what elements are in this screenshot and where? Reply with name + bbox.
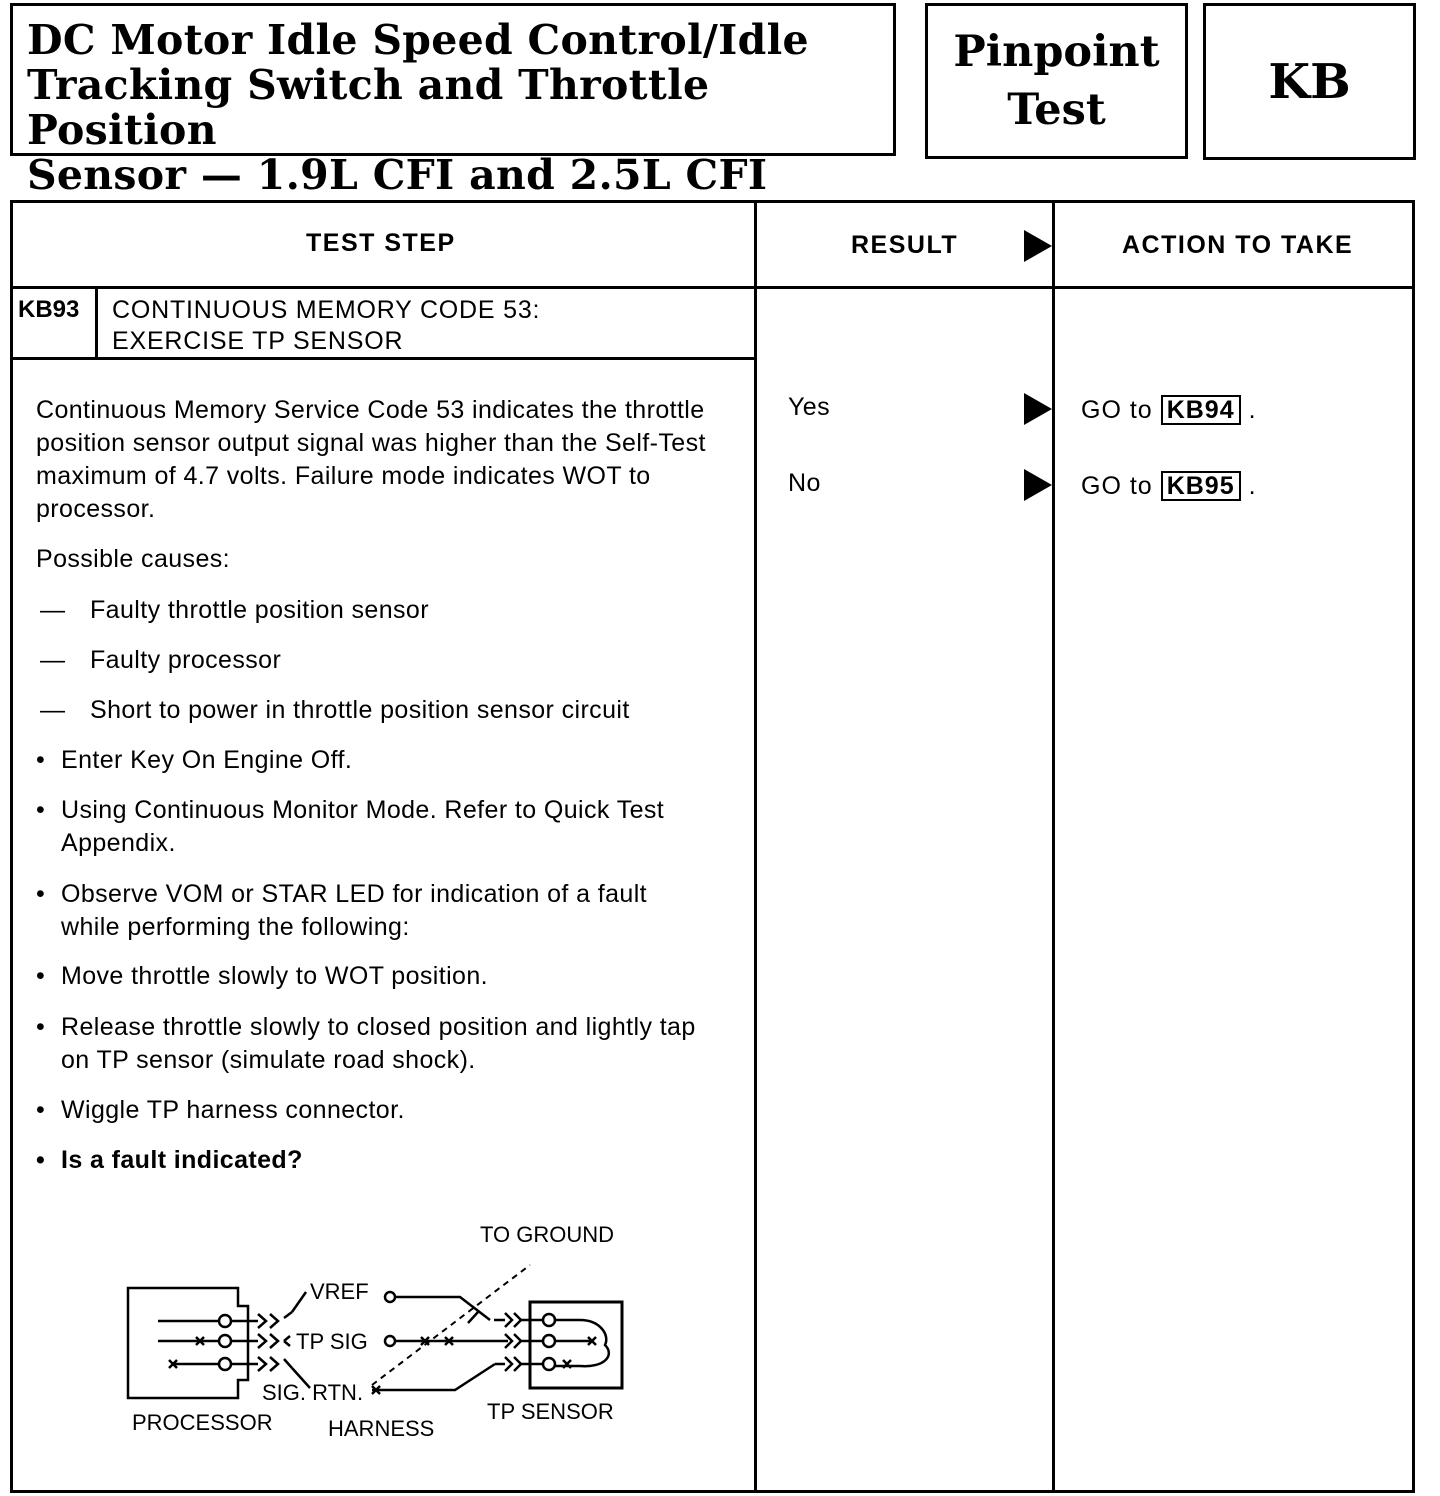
bullet-mark: • <box>36 962 46 990</box>
action-no: GO to KB95 . <box>1081 472 1257 500</box>
test-code-box <box>1203 3 1416 160</box>
instruction-item: • Release throttle slowly to closed position and lightly tap on TP sensor (simulate road shock). <box>36 1013 696 1074</box>
instruction-item: • Wiggle TP harness connector. <box>36 1094 726 1127</box>
step-title <box>112 295 540 357</box>
title-line-3: Sensor — 1.9L CFI and 2.5L CFI <box>27 151 768 199</box>
bullet-mark: • <box>36 746 46 774</box>
column-header-test-step: TEST STEP <box>306 229 456 257</box>
test-label: Test <box>1007 85 1106 135</box>
question-item: • Is a fault indicated? <box>36 1144 726 1177</box>
column-header-action: ACTION TO TAKE <box>1122 231 1354 259</box>
action-yes: GO to KB94 . <box>1081 396 1257 424</box>
bullet-mark: • <box>36 796 46 824</box>
pinpoint-label: Pinpoint <box>953 27 1160 77</box>
test-code: KB <box>1268 53 1351 110</box>
label-sig-rtn: SIG. RTN. <box>262 1380 364 1405</box>
instruction-item: • Observe VOM or STAR LED for indication of a fault while performing the following: <box>36 880 648 941</box>
step-title-line-2: EXERCISE TP SENSOR <box>112 327 404 355</box>
step-ref-kb95[interactable]: KB95 <box>1161 471 1241 501</box>
instruction-item: • Using Continuous Monitor Mode. Refer to Quick Test Appendix. <box>36 796 665 857</box>
dash-mark: — <box>40 646 66 674</box>
bullet-mark: • <box>36 1096 46 1124</box>
label-vref: VREF <box>310 1279 369 1304</box>
header-row-divider <box>10 286 1415 289</box>
result-no-arrow-icon <box>1024 469 1052 501</box>
label-tp-sensor: TP SENSOR <box>487 1399 614 1424</box>
bullet-mark: • <box>36 1146 46 1174</box>
step-ref-kb94[interactable]: KB94 <box>1161 395 1241 425</box>
step-title-line-1: CONTINUOUS MEMORY CODE 53: <box>112 296 541 324</box>
cause-item: — Faulty processor <box>40 644 281 677</box>
label-to-ground: TO GROUND <box>480 1222 615 1247</box>
title-box <box>10 3 896 199</box>
column-header-result: RESULT <box>851 231 959 259</box>
header-arrow-icon <box>1024 230 1052 262</box>
result-no: No <box>788 469 821 497</box>
step-title-divider <box>10 357 756 360</box>
instruction-item: • Move throttle slowly to WOT position. <box>36 960 726 993</box>
possible-causes-label: Possible causes: <box>36 545 230 573</box>
page-title <box>27 18 893 198</box>
bullet-mark: • <box>36 1013 46 1041</box>
label-harness: HARNESS <box>328 1416 435 1441</box>
step-id-divider <box>95 286 98 359</box>
pinpoint-test-box <box>925 3 1188 159</box>
dash-mark: — <box>40 596 66 624</box>
instruction-item: • Enter Key On Engine Off. <box>36 744 726 777</box>
cause-item: — Short to power in throttle position sensor circuit <box>40 694 630 727</box>
title-line-1: DC Motor Idle Speed Control/Idle <box>27 16 809 64</box>
bullet-mark: • <box>36 880 46 908</box>
divider-result-action <box>1052 200 1055 1493</box>
divider-test-result <box>754 200 757 1493</box>
dash-mark: — <box>40 696 66 724</box>
cause-item: — Faulty throttle position sensor <box>40 594 429 627</box>
step-intro: Continuous Memory Service Code 53 indicates the throttle position sensor output signal was higher than the Self-Test maximum of 4.7 volts. Failure mode indicates WOT to processor. <box>36 396 706 523</box>
label-processor: PROCESSOR <box>132 1410 273 1435</box>
step-id: KB93 <box>18 296 80 323</box>
title-line-2: Tracking Switch and Throttle Position <box>27 61 710 154</box>
label-tp-sig: TP SIG <box>296 1329 368 1354</box>
result-yes: Yes <box>788 393 830 421</box>
result-yes-arrow-icon <box>1024 393 1052 425</box>
wiring-diagram <box>110 1210 650 1450</box>
